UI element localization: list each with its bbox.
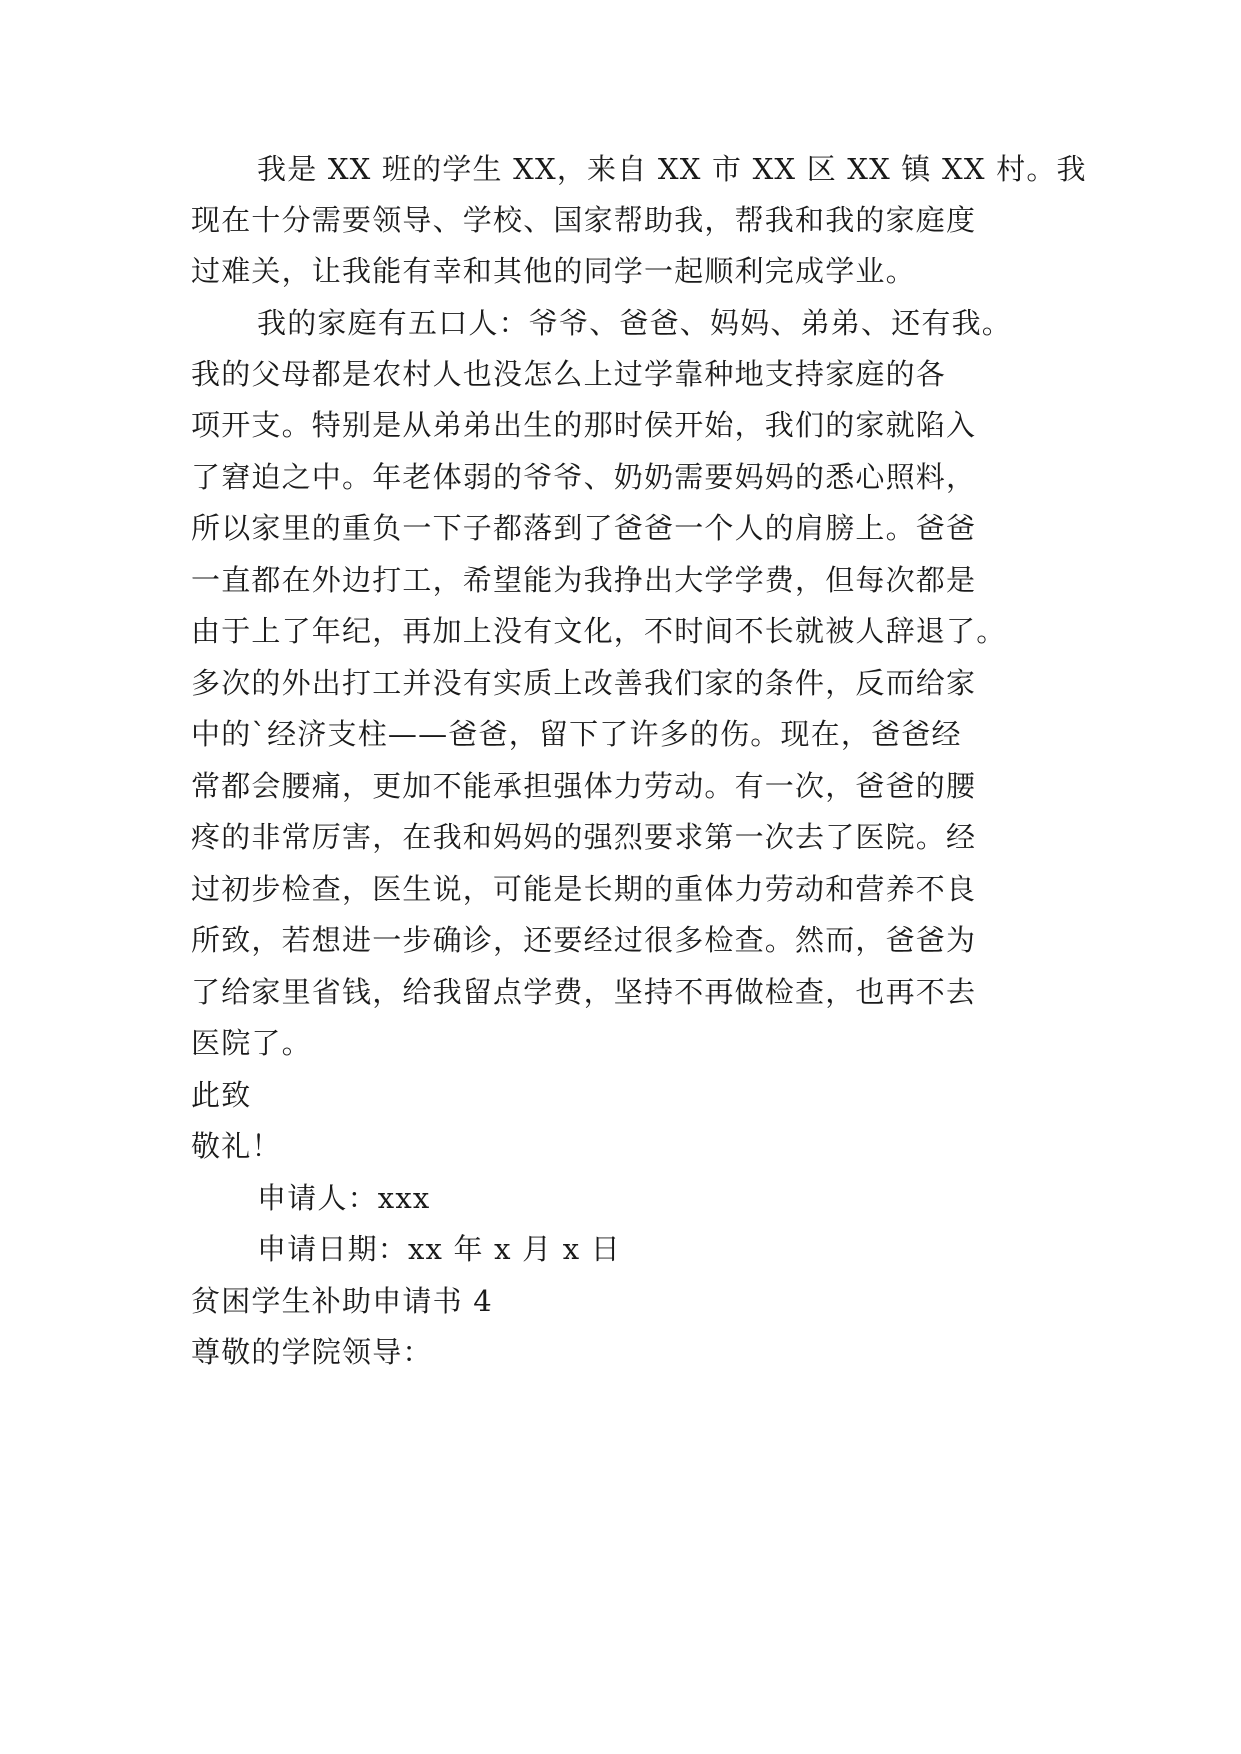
paragraph-2-line-10: 常都会腰痛，更加不能承担强体力劳动。有一次，爸爸的腰 — [191, 769, 977, 803]
closing-regards: 敬礼！ — [191, 1129, 282, 1163]
applicant-name: 申请人：xxx — [257, 1181, 431, 1215]
paragraph-2-line-6: 一直都在外边打工，希望能为我挣出大学学费，但每次都是 — [191, 563, 977, 597]
paragraph-2-line-3: 项开支。特别是从弟弟出生的那时侯开始，我们的家就陷入 — [191, 408, 977, 442]
application-date: 申请日期：xx 年 x 月 x 日 — [257, 1232, 621, 1266]
paragraph-2-line-12: 过初步检查，医生说，可能是长期的重体力劳动和营养不良 — [191, 872, 977, 906]
paragraph-2-line-9: 中的`经济支柱——爸爸，留下了许多的伤。现在，爸爸经 — [191, 717, 962, 751]
paragraph-2-line-7: 由于上了年纪，再加上没有文化，不时间不长就被人辞退了。 — [191, 614, 1007, 648]
paragraph-2-line-4: 了窘迫之中。年老体弱的爷爷、奶奶需要妈妈的悉心照料， — [191, 460, 977, 494]
section-title: 贫困学生补助申请书 4 — [191, 1284, 493, 1318]
paragraph-1-line-2: 现在十分需要领导、学校、国家帮助我，帮我和我的家庭度 — [191, 203, 977, 237]
paragraph-2-line-14: 了给家里省钱，给我留点学费，坚持不再做检查，也再不去 — [191, 975, 977, 1009]
paragraph-2-line-11: 疼的非常厉害，在我和妈妈的强烈要求第一次去了医院。经 — [191, 820, 977, 854]
paragraph-2-line-5: 所以家里的重负一下子都落到了爸爸一个人的肩膀上。爸爸 — [191, 511, 977, 545]
paragraph-2-line-13: 所致，若想进一步确诊，还要经过很多检查。然而，爸爸为 — [191, 923, 977, 957]
paragraph-1-line-3: 过难关，让我能有幸和其他的同学一起顺利完成学业。 — [191, 254, 916, 288]
closing-salutation: 此致 — [191, 1078, 252, 1112]
paragraph-1-line-1: 我是 XX 班的学生 XX，来自 XX 市 XX 区 XX 镇 XX 村。我 — [257, 152, 1087, 186]
paragraph-2-line-8: 多次的外出打工并没有实质上改善我们家的条件，反而给家 — [191, 666, 977, 700]
paragraph-2-line-15: 医院了。 — [191, 1026, 312, 1060]
paragraph-2-line-2: 我的父母都是农村人也没怎么上过学靠种地支持家庭的各 — [191, 357, 947, 391]
greeting: 尊敬的学院领导： — [191, 1335, 433, 1369]
paragraph-2-line-1: 我的家庭有五口人：爷爷、爸爸、妈妈、弟弟、还有我。 — [257, 306, 1013, 340]
